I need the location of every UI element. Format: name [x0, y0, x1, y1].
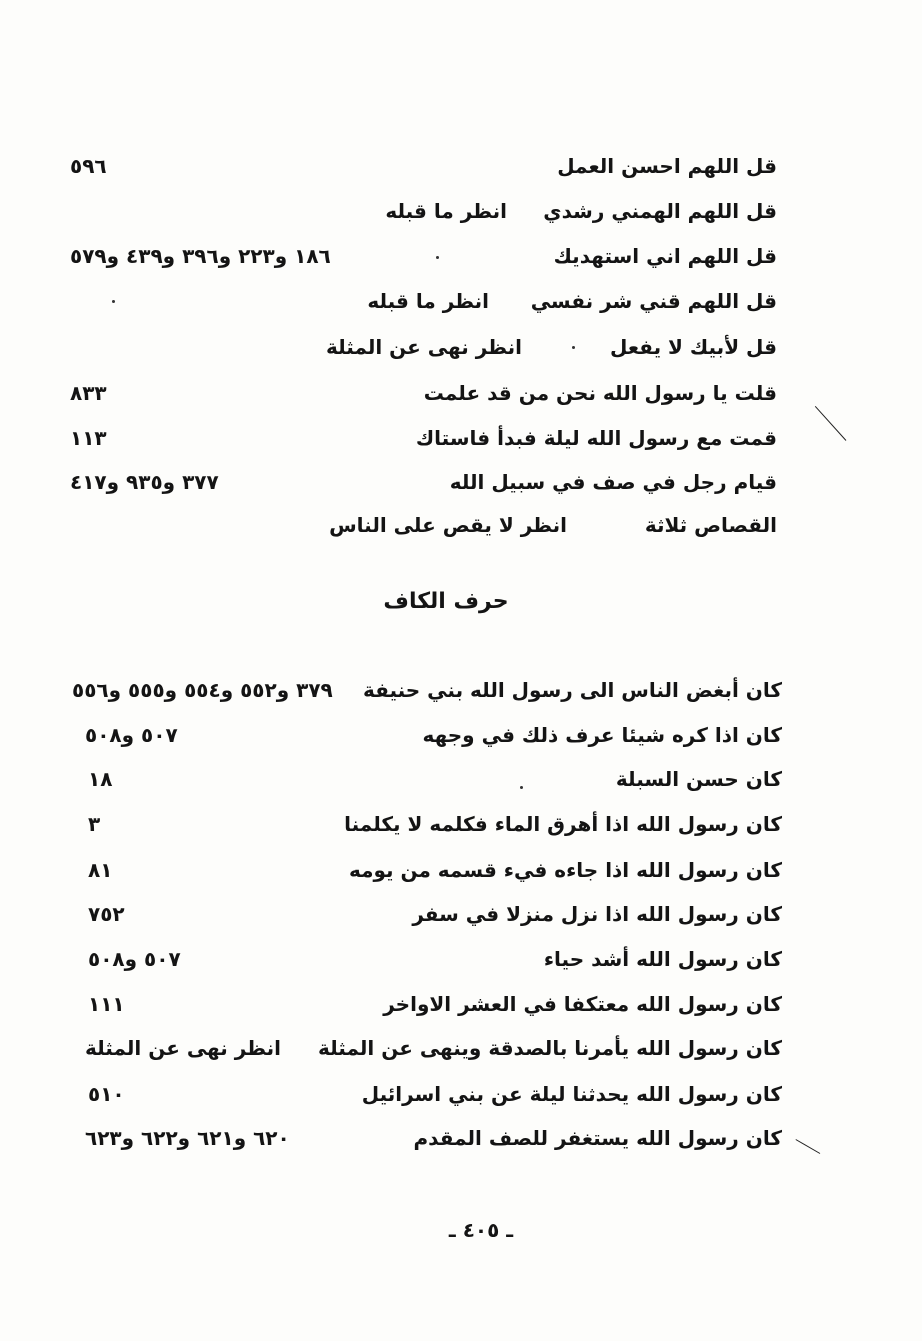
entry-text: قل اللهم قني شر نفسي	[530, 289, 777, 313]
scan-speck	[436, 256, 439, 259]
scan-speck	[112, 300, 115, 303]
index-entry	[70, 373, 777, 413]
entry-page-ref: ٣٧٩ و٥٥٢ و٥٥٤ و٥٥٥ و٥٥٦	[72, 678, 333, 702]
index-entry	[70, 191, 777, 231]
entry-cross-ref: انظر نهى عن المثلة	[85, 1036, 282, 1060]
entry-text: كان رسول الله اذا أهرق الماء فكلمه لا يكلمنا	[344, 812, 782, 836]
entry-page-ref: ٥٩٦	[70, 154, 107, 178]
index-entry	[70, 462, 777, 502]
index-entry	[85, 715, 782, 755]
entry-text: كان حسن السبلة	[615, 767, 782, 791]
entry-page-ref: ٥٠٧ و٥٠٨	[85, 723, 178, 747]
index-entry	[88, 939, 782, 979]
index-entry	[85, 1118, 782, 1158]
index-entry	[70, 146, 777, 186]
index-entry	[88, 984, 782, 1024]
index-entry	[70, 327, 777, 367]
entry-page-ref: ٥٠٧ و٥٠٨	[88, 947, 181, 971]
pen-stroke	[796, 1139, 821, 1154]
entry-page-ref: ١١٣	[70, 426, 107, 450]
entry-text: كان رسول الله اذا جاءه فيء قسمه من يومه	[348, 858, 782, 882]
entry-page-ref: ١٨	[88, 767, 113, 791]
entry-text: كان أبغض الناس الى رسول الله بني حنيفة	[362, 678, 782, 702]
index-entry	[88, 894, 782, 934]
entry-page-ref: ٣٧٧ و٩٣٥ و٤١٧	[70, 470, 219, 494]
entry-page-ref: ٨١	[88, 858, 113, 882]
scan-speck	[520, 786, 523, 789]
entry-cross-ref: انظر ما قبله	[367, 289, 489, 313]
entry-text: القصاص ثلاثة	[644, 513, 777, 537]
section-heading: حرف الكاف	[383, 589, 509, 614]
entry-cross-ref: انظر نهى عن المثلة	[325, 335, 522, 359]
index-entry	[88, 804, 782, 844]
index-entry	[70, 418, 777, 458]
entry-text: قمت مع رسول الله ليلة فبدأ فاستاك	[415, 426, 777, 450]
entry-text: قيام رجل في صف في سبيل الله	[449, 470, 777, 494]
entry-text: قل لأبيك لا يفعل	[610, 335, 777, 359]
entry-page-ref: ١١١	[88, 992, 125, 1016]
entry-text: قل اللهم اني استهديك	[553, 244, 777, 268]
entry-page-ref: ٧٥٢	[88, 902, 125, 926]
entry-page-ref: ١٨٦ و٢٢٣ و٣٩٦ و٤٣٩ و٥٧٩	[70, 244, 331, 268]
index-entry	[70, 281, 777, 321]
entry-text: كان اذا كره شيئا عرف ذلك في وجهه	[422, 723, 782, 747]
pen-stroke	[815, 406, 847, 441]
entry-text: قلت يا رسول الله نحن من قد علمت	[423, 381, 777, 405]
entry-text: قل اللهم الهمني رشدي	[543, 199, 777, 223]
entry-page-ref: ٨٣٣	[70, 381, 107, 405]
entry-text: كان رسول الله يستغفر للصف المقدم	[413, 1126, 782, 1150]
entry-text: كان رسول الله يحدثنا ليلة عن بني اسرائيل	[361, 1082, 782, 1106]
index-entry	[85, 1028, 782, 1068]
index-entry	[70, 236, 777, 276]
entry-text: قل اللهم احسن العمل	[557, 154, 777, 178]
index-entry	[88, 1074, 782, 1114]
entry-cross-ref: انظر ما قبله	[385, 199, 507, 223]
entry-page-ref: ٦٢٠ و٦٢١ و٦٢٢ و٦٢٣	[85, 1126, 290, 1150]
index-entry	[72, 670, 782, 710]
entry-text: كان رسول الله يأمرنا بالصدقة وينهى عن المثلة	[318, 1036, 782, 1060]
index-entry	[70, 505, 777, 545]
index-entry	[88, 850, 782, 890]
entry-text: كان رسول الله معتكفا في العشر الاواخر	[383, 992, 782, 1016]
entry-page-ref: ٥١٠	[88, 1082, 125, 1106]
entry-text: كان رسول الله اذا نزل منزلا في سفر	[412, 902, 782, 926]
entry-cross-ref: انظر لا يقص على الناس	[329, 513, 567, 537]
scan-speck	[572, 346, 575, 349]
entry-page-ref: ٣	[88, 812, 101, 836]
entry-text: كان رسول الله أشد حياء	[543, 947, 782, 971]
page-number: ـ ٤٠٥ ـ	[448, 1218, 514, 1242]
index-entry	[88, 759, 782, 799]
